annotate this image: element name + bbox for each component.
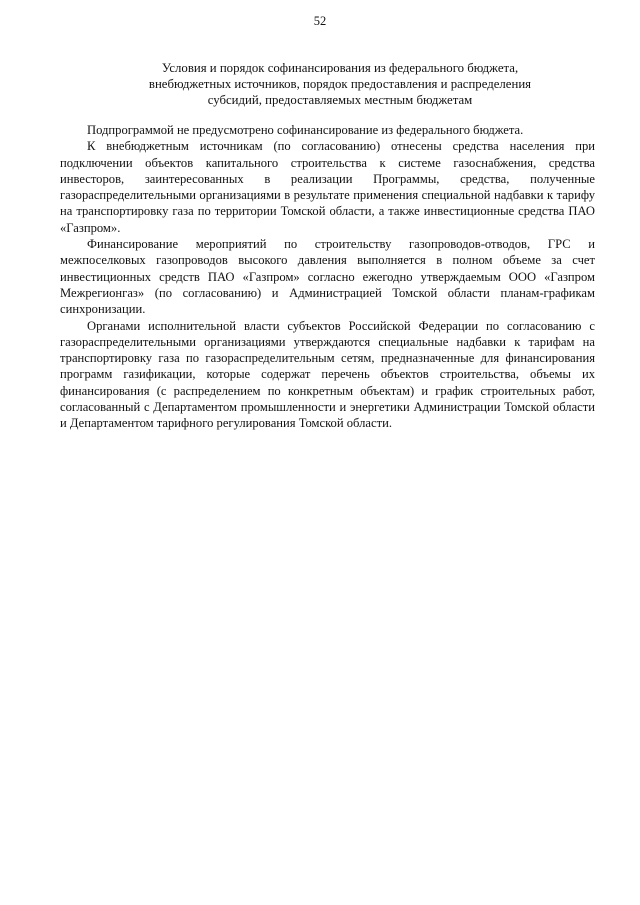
body-text <box>60 122 595 432</box>
page-number: 52 <box>313 14 327 28</box>
paragraph-gazprom-financing: Финансирование мероприятий по строительству газопроводов-отводов, ГРС и межпоселковых газопроводов высокого давления выполняется в полном объеме за счет инвестиционных средств ПАО «Газпром» согласно ежегодно утверждаемым ООО «Газпром Межрегионгаз» (по согласованию) и Администрацией Томской области планам-графикам синхронизации. <box>60 237 595 317</box>
heading-line: субсидий, предоставляемых местным бюджетам <box>207 93 473 107</box>
section-heading <box>100 60 580 108</box>
paragraph-federal-budget: Подпрограммой не предусмотрено софинансирование из федерального бюджета. <box>87 123 524 137</box>
heading-line: Условия и порядок софинансирования из федерального бюджета, <box>161 61 519 75</box>
heading-line: внебюджетных источников, порядок предоставления и распределения <box>148 77 532 91</box>
paragraph-extrabudgetary-sources: К внебюджетным источникам (по согласованию) отнесены средства населения при подключении объектов капитального строительства к системе газоснабжения, средства инвесторов, заинтересованных в реализации Программы, средства, полученные газораспределительными организациями в результате применения специальной надбавки к тарифу на транспортировку газа по территории Томской области, а также инвестиционные средства ПАО «Газпром». <box>60 139 595 235</box>
paragraph-tariff-surcharges: Органами исполнительной власти субъектов Российской Федерации по согласованию с газораспределительными организациями утверждаются специальные надбавки к тарифам на транспортировку газа по газораспределительным сетям, предназначенные для финансирования программ газификации, которые содержат перечень объектов строительства, объемы их финансирования (с распределением по конкретным объектам) и график строительных работ, согласованный с Департаментом промышленности и энергетики Администрации Томской области и Департаментом тарифного регулирования Томской области. <box>60 318 595 431</box>
